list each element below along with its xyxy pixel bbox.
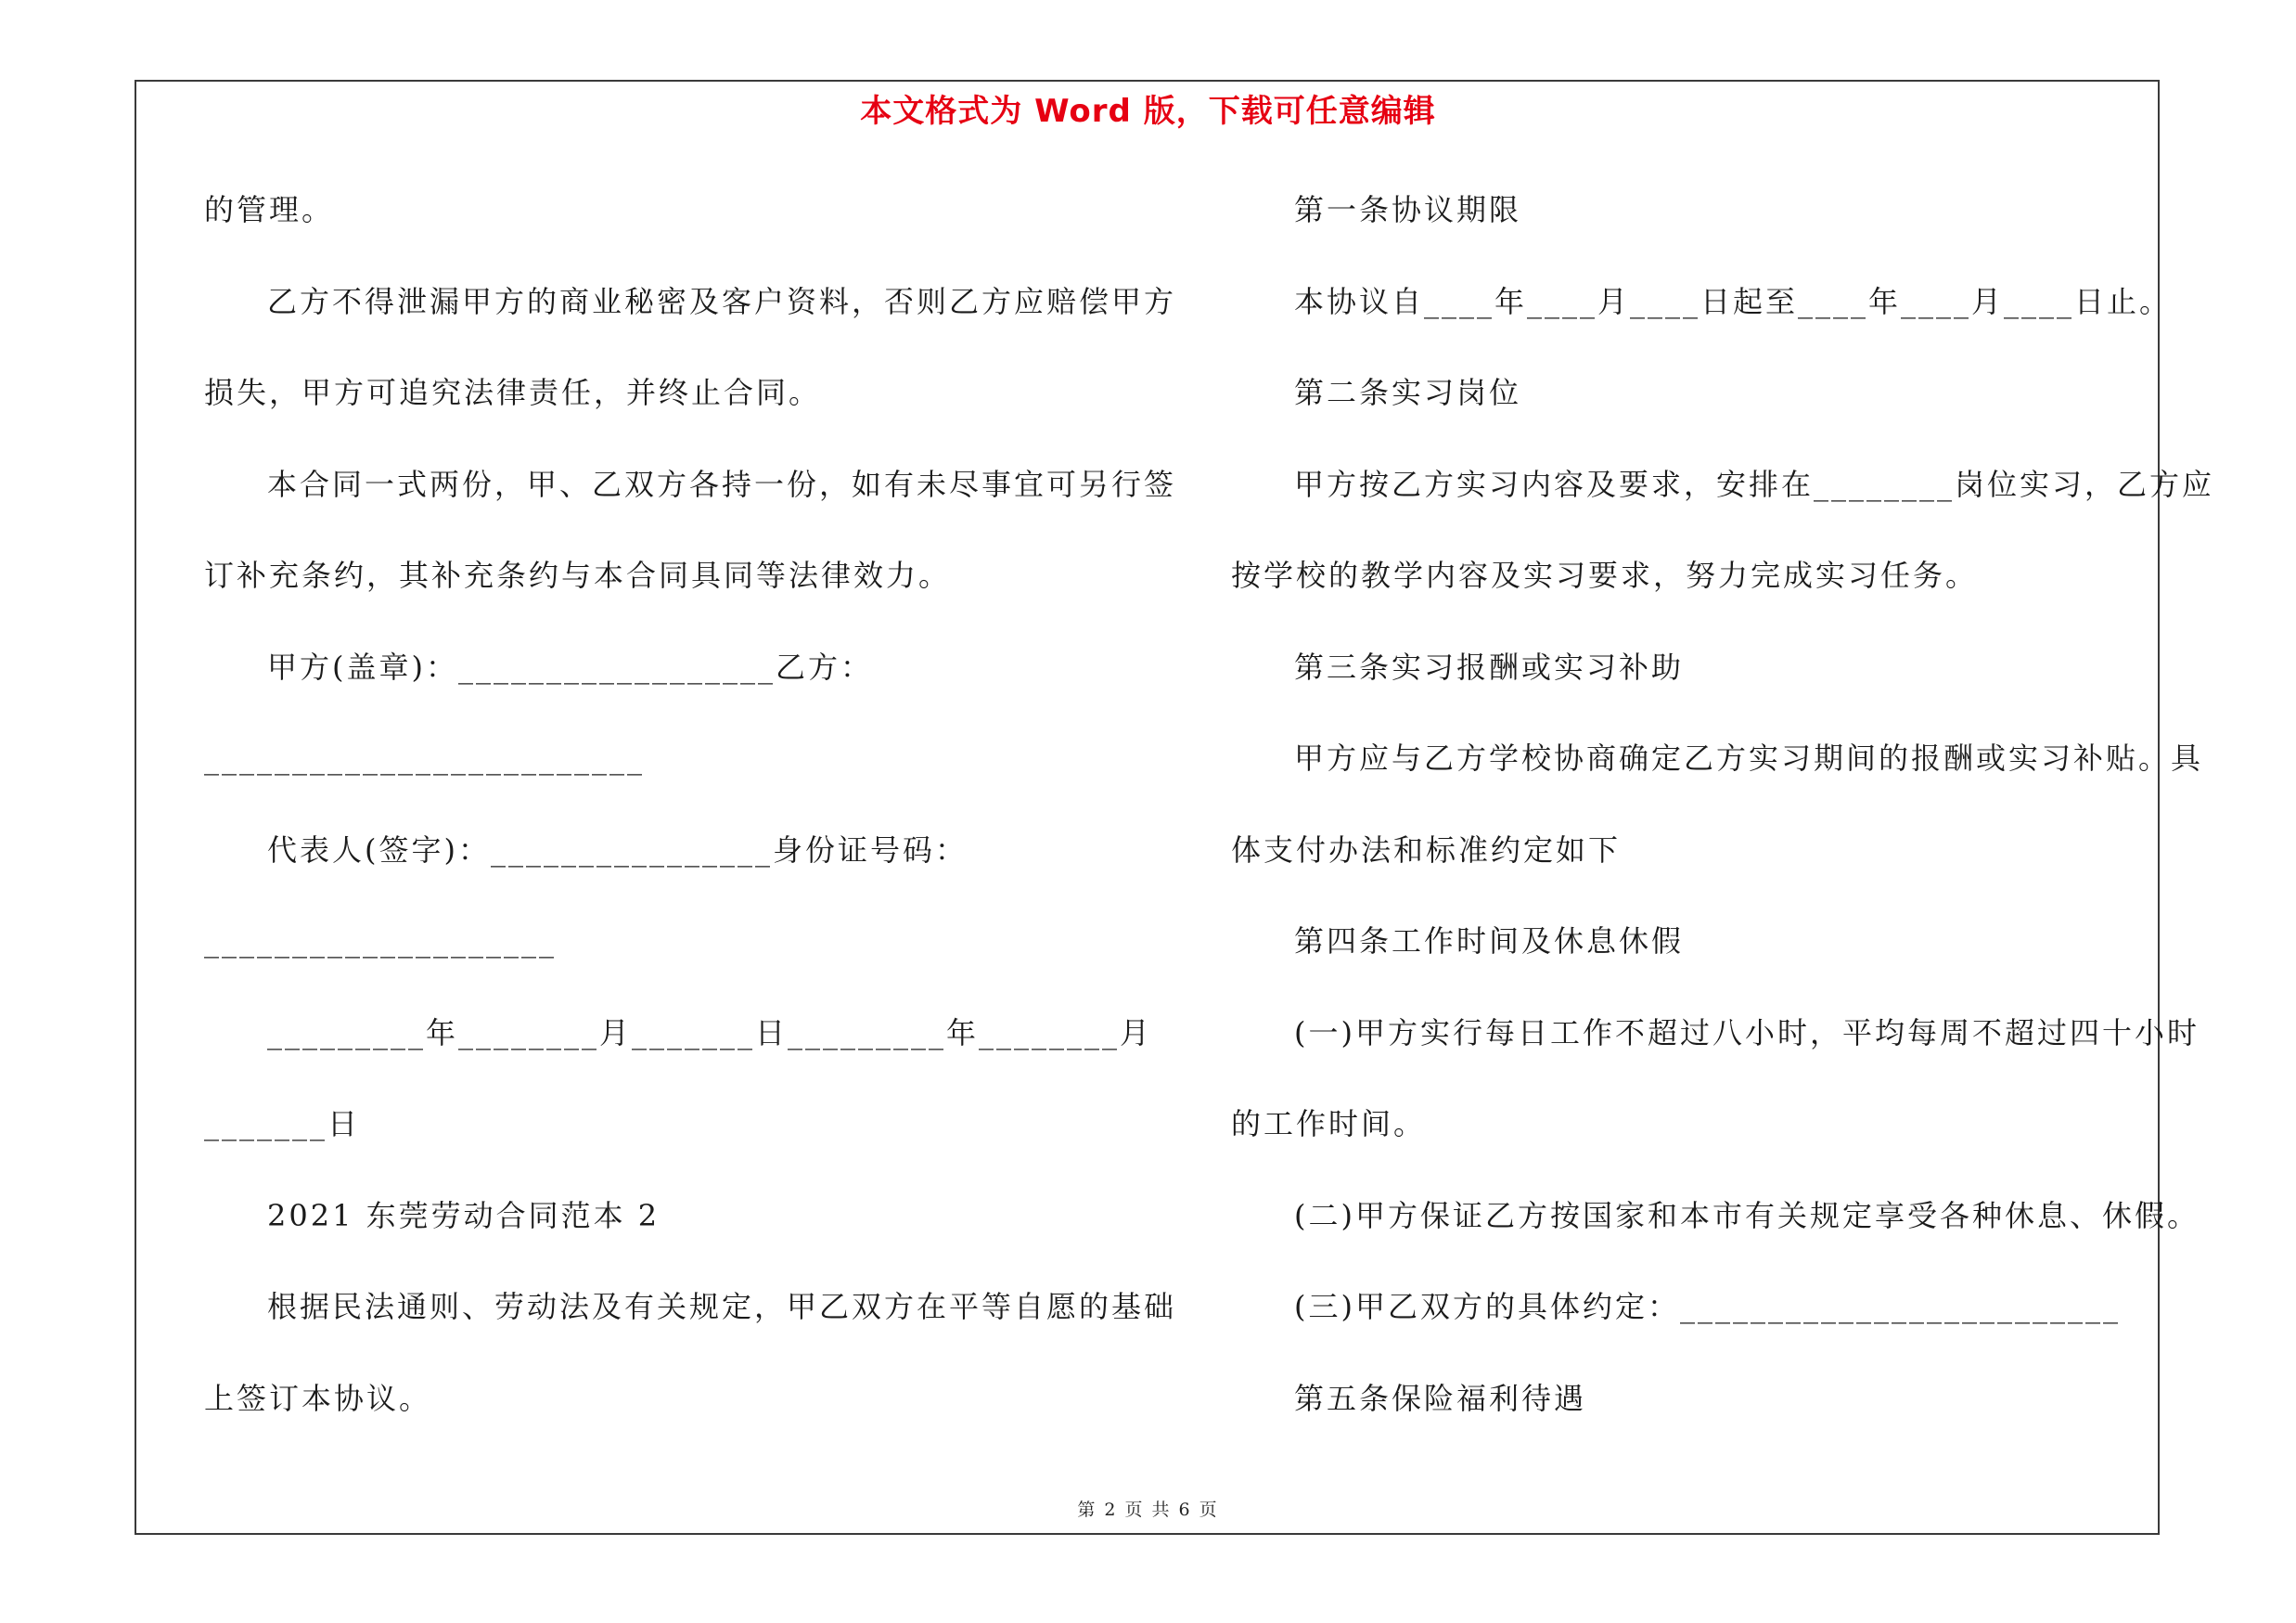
left-paragraph-line: 的管理。 (204, 192, 335, 227)
left-paragraph-line: 甲方(盖章)：__________________乙方： (267, 649, 873, 685)
right-paragraph-line: 按学校的教学内容及实习要求，努力完成实习任务。 (1231, 558, 1979, 593)
right-paragraph-line: 本协议自____年____月____日起至____年____月____日止。 (1294, 283, 2173, 319)
right-paragraph-line: 的工作时间。 (1231, 1106, 1427, 1141)
right-paragraph-line: 体支付办法和标准约定如下 (1231, 831, 1622, 868)
left-paragraph-line: _________________________ (204, 741, 645, 776)
right-paragraph-line: 第一条协议期限 (1294, 192, 1522, 227)
left-paragraph-line: _______日 (204, 1106, 361, 1141)
left-paragraph-line: 本合同一式两份，甲、乙双方各持一份，如有未尽事宜可另行签 (267, 466, 1177, 502)
header-banner: 本文格式为 Word 版，下载可任意编辑 (860, 93, 1436, 130)
right-paragraph-line: 第五条保险福利待遇 (1294, 1380, 1587, 1416)
left-paragraph-line: 根据民法通则、劳动法及有关规定，甲乙双方在平等自愿的基础 (267, 1289, 1177, 1324)
left-paragraph-line: 乙方不得泄漏甲方的商业秘密及客户资料，否则乙方应赔偿甲方 (267, 283, 1177, 319)
right-paragraph-line: 第三条实习报酬或实习补助 (1294, 649, 1685, 685)
page-number-footer: 第 2 页 共 6 页 (1077, 1500, 1219, 1520)
left-paragraph-line: ____________________ (204, 923, 557, 959)
right-paragraph-line: 第四条工作时间及休息休假 (1294, 923, 1685, 959)
left-paragraph-line: _________年________月_______日_________年________月 (267, 1014, 1153, 1050)
left-paragraph-line: 损失，甲方可追究法律责任，并终止合同。 (204, 375, 822, 410)
right-paragraph-line: (一)甲方实行每日工作不超过八小时，平均每周不超过四十小时 (1294, 1014, 2200, 1050)
left-paragraph-line: 代表人(签字)：________________身份证号码： (267, 831, 968, 868)
right-paragraph-line: 甲方应与乙方学校协商确定乙方实习期间的报酬或实习补贴。具 (1294, 741, 2204, 776)
left-paragraph-line: 上签订本协议。 (204, 1380, 432, 1416)
right-paragraph-line: 甲方按乙方实习内容及要求，安排在________岗位实习，乙方应 (1294, 466, 2215, 502)
right-paragraph-line: (三)甲乙双方的具体约定：_________________________ (1294, 1289, 2121, 1324)
left-paragraph-line: 订补充条约，其补充条约与本合同具同等法律效力。 (204, 558, 952, 593)
left-paragraph-line: 2021 东莞劳动合同范本 2 (267, 1197, 661, 1233)
right-paragraph-line: (二)甲方保证乙方按国家和本市有关规定享受各种休息、休假。 (1294, 1197, 2200, 1233)
right-paragraph-line: 第二条实习岗位 (1294, 375, 1522, 410)
